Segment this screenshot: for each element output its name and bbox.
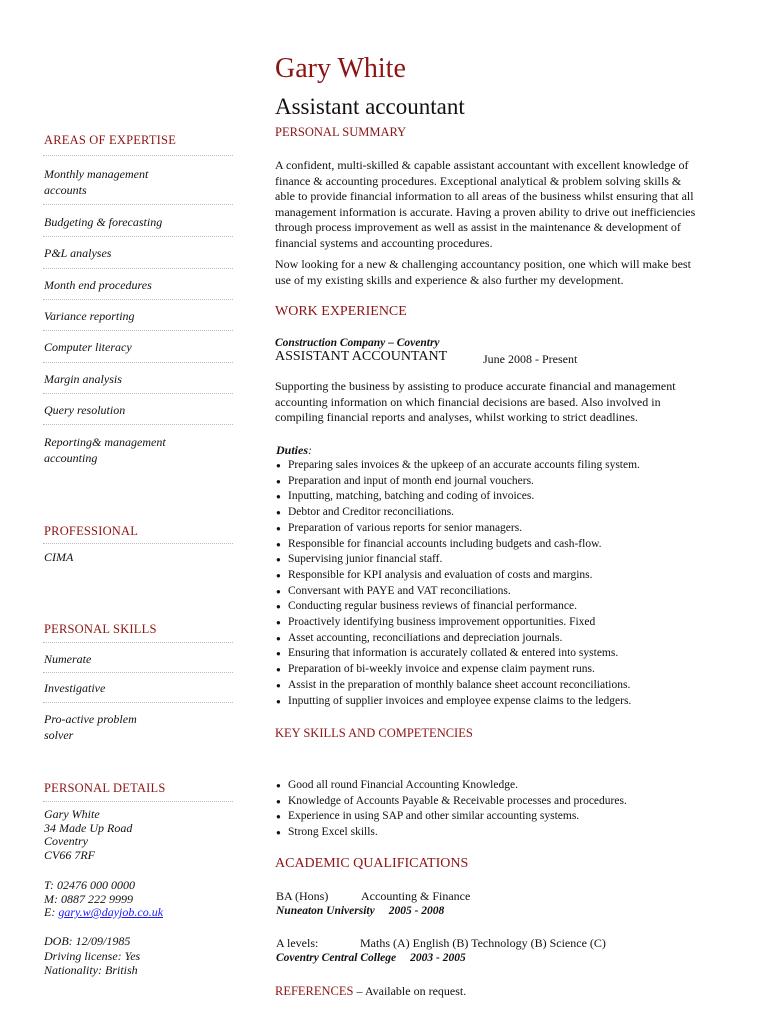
- key-skills-list: [276, 778, 627, 841]
- duty-item: ● Debtor and Creditor reconciliations.: [276, 505, 640, 521]
- university-row: Nuneaton University 2005 - 2008: [276, 905, 445, 917]
- alevels-row: [276, 936, 606, 951]
- duty-item: ● Preparation of bi-weekly invoice and expense claim payment runs.: [276, 662, 640, 678]
- duty-item: ● Inputting of supplier invoices and employee expense claims to the ledgers.: [276, 694, 640, 710]
- academic-heading: ACADEMIC QUALIFICATIONS: [275, 856, 469, 871]
- job-title-heading: Assistant accountant: [275, 94, 465, 119]
- key-skill-item: ● Experience in using SAP and other similar accounting systems.: [276, 809, 627, 825]
- college-row: Coventry Central College 2003 - 2005: [276, 952, 466, 964]
- duty-item: ● Inputting, matching, batching and coding of invoices.: [276, 489, 640, 505]
- key-skill-item: ● Good all round Financial Accounting Knowledge.: [276, 778, 627, 794]
- expertise-item: Reporting& management accounting: [44, 435, 166, 465]
- duty-item: ● Responsible for KPI analysis and evaluation of costs and margins.: [276, 568, 640, 584]
- references-row: [275, 984, 466, 999]
- duties-list: [276, 458, 640, 709]
- expertise-item: Month end procedures: [44, 278, 152, 292]
- personal-skill-item: Numerate: [44, 652, 92, 666]
- expertise-heading: AREAS OF EXPERTISE: [44, 133, 177, 147]
- expertise-item: Variance reporting: [44, 309, 135, 323]
- duty-item: ● Conducting regular business reviews of financial performance.: [276, 599, 640, 615]
- email-label: E:: [44, 905, 56, 919]
- duty-item: ● Preparing sales invoices & the upkeep of an accurate accounts filing system.: [276, 458, 640, 474]
- key-skill-item: ● Knowledge of Accounts Payable & Receivable processes and procedures.: [276, 794, 627, 810]
- company-name: Construction Company – Coventry: [275, 337, 440, 349]
- position-dates: June 2008 - Present: [483, 352, 578, 366]
- duty-item: ● Asset accounting, reconciliations and depreciation journals.: [276, 631, 640, 647]
- key-skill-item: ● Strong Excel skills.: [276, 825, 627, 841]
- degree: BA (Hons): [276, 889, 329, 903]
- degree-subject: Accounting & Finance: [361, 889, 471, 903]
- expertise-item: Budgeting & forecasting: [44, 215, 163, 229]
- expertise-item: Computer literacy: [44, 340, 132, 354]
- phone-t: T: 02476 000 0000: [44, 878, 136, 892]
- duty-item: ● Preparation of various reports for senior managers.: [276, 521, 640, 537]
- job-description: Supporting the business by assisting to produce accurate financial and management accounting information on which financial decisions are based. Also involved in compiling financial reports and analyses, whilst working to strict deadlines.: [275, 379, 676, 425]
- phone-m: M: 0887 222 9999: [44, 891, 133, 906]
- personal-details-heading: PERSONAL DETAILS: [44, 781, 166, 795]
- professional-heading: PROFESSIONAL: [44, 524, 139, 538]
- duty-item: ● Responsible for financial accounts including budgets and cash-flow.: [276, 537, 640, 553]
- personal-summary-heading: PERSONAL SUMMARY: [275, 125, 407, 139]
- references-text: – Available on request.: [356, 984, 467, 998]
- personal-skills-heading: PERSONAL SKILLS: [44, 622, 157, 636]
- contact-details: [44, 879, 163, 920]
- candidate-name: Gary White: [275, 53, 406, 84]
- alevels-grades: Maths (A) English (B) Technology (B) Science (C): [360, 936, 606, 950]
- expertise-item: Monthly management accounts: [44, 167, 149, 197]
- expertise-item: Query resolution: [44, 403, 126, 417]
- duty-item: ● Proactively identifying business improvement opportunities. Fixed: [276, 615, 640, 631]
- alevels-label: A levels:: [276, 936, 319, 950]
- personal-info: DOB: 12/09/1985 Driving license: Yes Nationality: British: [44, 934, 141, 977]
- email-link[interactable]: gary.w@dayjob.co.uk: [58, 905, 164, 919]
- expertise-item: P&L analyses: [44, 246, 112, 260]
- professional-item: CIMA: [44, 550, 74, 564]
- duty-item: ● Supervising junior financial staff.: [276, 552, 640, 568]
- duty-item: ● Conversant with PAYE and VAT reconciliations.: [276, 584, 640, 600]
- duty-item: ● Ensuring that information is accurately collated & entered into systems.: [276, 646, 640, 662]
- personal-skill-item: Pro-active problem solver: [44, 712, 137, 742]
- references-heading: REFERENCES: [275, 984, 354, 998]
- summary-paragraph: Now looking for a new & challenging accountancy position, one which will make best use of my existing skills and experience & also further my development.: [275, 257, 691, 287]
- key-skills-heading: KEY SKILLS AND COMPETENCIES: [275, 726, 473, 740]
- duty-item: ● Assist in the preparation of monthly balance sheet account reconciliations.: [276, 678, 640, 694]
- degree-row: [276, 889, 471, 904]
- personal-skill-item: Investigative: [44, 681, 106, 695]
- duties-label: Duties:: [276, 443, 313, 457]
- postal-address: Gary White 34 Made Up Road Coventry CV66 7RF: [44, 807, 133, 862]
- duty-item: ● Preparation and input of month end journal vouchers.: [276, 474, 640, 490]
- position-title: ASSISTANT ACCOUNTANT: [275, 349, 448, 364]
- work-experience-heading: WORK EXPERIENCE: [275, 304, 407, 319]
- expertise-item: Margin analysis: [44, 372, 122, 386]
- summary-paragraph: A confident, multi-skilled & capable assistant accountant with excellent knowledge of finance & accounting procedures. Exceptional analytical & problem solving skills & able to provide financial information to all areas of the business whilst ensuring that all management information is accurate. Having a proven ability to drive out inefficiencies through process improvement as well as assist in the maintenance & development of financial systems and accounting procedures.: [275, 158, 696, 250]
